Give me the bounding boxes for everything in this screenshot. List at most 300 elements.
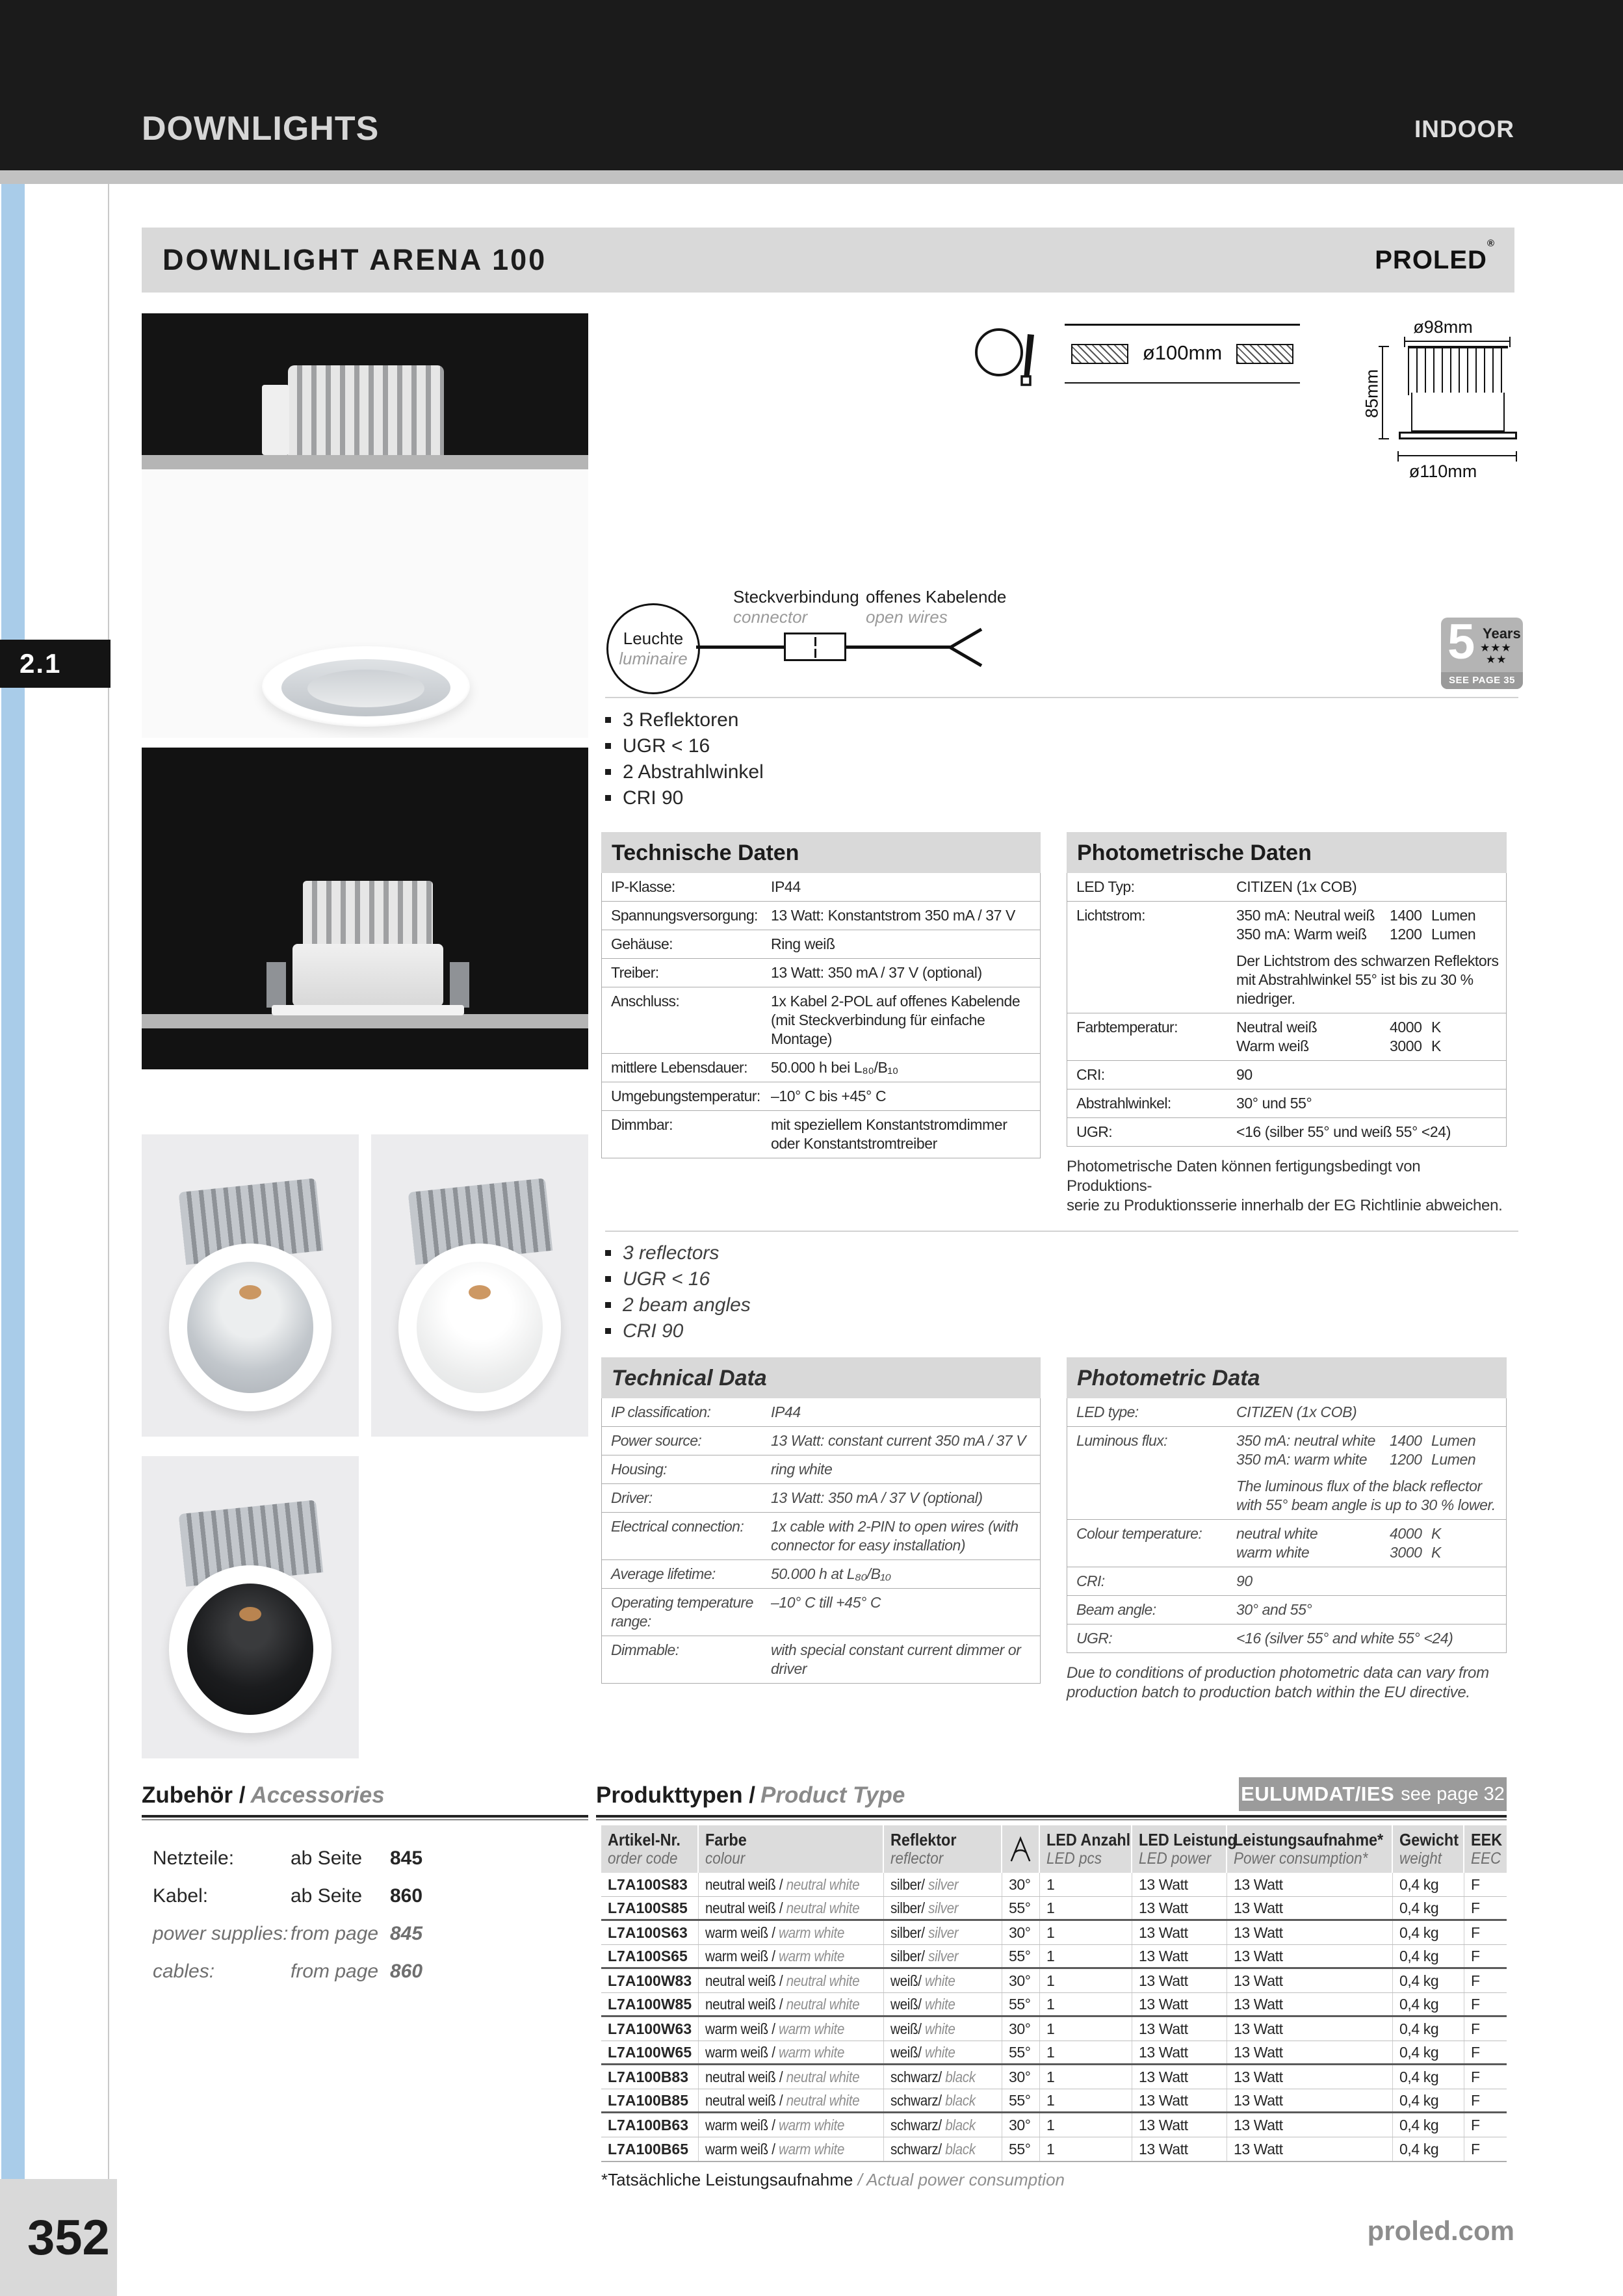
column-header [1393, 1825, 1464, 1873]
spec-value [1236, 1403, 1501, 1422]
column-header-en [1234, 1849, 1392, 1868]
spec-row [602, 1426, 1040, 1455]
eec-class: F [1471, 2043, 1480, 2061]
table-title: Photometrische Daten [1067, 832, 1507, 873]
accessories-row [153, 1923, 588, 1945]
column-header-de [1139, 1830, 1237, 1849]
spec-value [771, 1431, 1035, 1450]
divider [605, 1231, 1518, 1232]
feature-list-de [605, 710, 764, 814]
wire-segment [696, 646, 784, 649]
spec-value [771, 906, 1035, 925]
spec-value [771, 935, 1035, 954]
reflector-en: white [925, 1972, 955, 1989]
reflector-text [890, 1996, 955, 2013]
colour-text [705, 2141, 844, 2158]
feature-text: UGR < 16 [623, 1268, 710, 1290]
colour-cell [699, 2017, 884, 2041]
spec-value-text: ring white [771, 1461, 833, 1478]
feature-item [605, 1243, 751, 1263]
pair-name: warm white [1236, 1544, 1310, 1561]
warranty-see-page: SEE PAGE 35 [1441, 672, 1523, 689]
order-code: L7A100B63 [601, 2113, 699, 2137]
column-header-en-text: LED pcs [1046, 1849, 1102, 1868]
weight: 0,4 kg [1393, 1873, 1464, 1896]
colour-de: warm weiß / [705, 2020, 775, 2037]
reflector-cell [884, 2017, 1002, 2041]
reflector-en: white [925, 1995, 955, 2013]
power-consumption: 13 Watt [1227, 1945, 1393, 1967]
colour-cell [699, 2065, 884, 2089]
column-header-de-text: LED Leistung [1139, 1830, 1237, 1849]
order-code: L7A100B85 [601, 2089, 699, 2111]
reflector-text [890, 2044, 955, 2061]
page-number: 352 [27, 2210, 110, 2265]
spec-row [602, 1398, 1040, 1426]
heading-de: Produkttypen / [596, 1782, 756, 1808]
order-code: L7A100S85 [601, 1897, 699, 1919]
spec-row [1067, 1595, 1506, 1624]
spec-value-text: IP44 [771, 1403, 801, 1420]
led-power: 13 Watt [1132, 2065, 1227, 2089]
colour-cell [699, 2041, 884, 2063]
bullet-square [605, 795, 611, 801]
pair-unit: K [1431, 1544, 1441, 1561]
spec-row [602, 1110, 1040, 1158]
spec-row [602, 987, 1040, 1053]
dimension-height: 85mm [1362, 369, 1382, 419]
weight: 0,4 kg [1393, 1921, 1464, 1944]
spec-row [1067, 1117, 1506, 1146]
colour-text [705, 1948, 844, 1965]
table-footnote [1067, 1157, 1507, 1216]
colour-text [705, 1924, 844, 1942]
accessories-row [153, 1885, 588, 1907]
drawing-flange [1399, 432, 1517, 439]
led-pcs: 1 [1040, 2089, 1132, 2111]
colour-en: neutral white [786, 1995, 860, 2013]
led-pcs: 1 [1040, 1969, 1132, 1992]
colour-en: warm white [779, 2116, 845, 2133]
spec-value-text: 13 Watt: 350 mA / 37 V (optional) [771, 964, 982, 981]
spec-value [771, 1087, 1035, 1106]
eec-class: F [1471, 2020, 1480, 2037]
spec-value-pair [1236, 1018, 1501, 1037]
spec-label: Treiber: [611, 964, 659, 981]
brand-logo: PROLED® [1375, 238, 1495, 274]
led-chip [469, 1285, 491, 1299]
beam-angle: 55° [1002, 1993, 1040, 2015]
colour-text [705, 2092, 859, 2109]
colour-text [705, 1996, 859, 2013]
accessory-page-prefix: from page [291, 1961, 379, 1982]
column-header-en-text: colour [705, 1849, 746, 1868]
column-header-de-text: Reflektor [890, 1830, 957, 1849]
spec-label: Power source: [611, 1432, 702, 1449]
product-photo-black-reflector [142, 1456, 359, 1758]
order-code: L7A100S63 [601, 1921, 699, 1944]
spec-label: UGR: [1076, 1123, 1113, 1140]
beam-angle: 55° [1002, 1897, 1040, 1919]
warranty-badge [1441, 618, 1523, 689]
spec-value [1236, 1431, 1501, 1515]
colour-de: neutral weiß / [705, 1899, 783, 1916]
product-table-rows [601, 1873, 1507, 2162]
spec-value [1236, 1065, 1501, 1084]
spec-label: IP classification: [611, 1403, 711, 1420]
led-power: 13 Watt [1132, 1873, 1227, 1896]
spec-label: CRI: [1076, 1572, 1105, 1589]
pair-unit: Lumen [1431, 1432, 1476, 1449]
pair-unit: K [1431, 1037, 1441, 1054]
reflector-de: schwarz/ [890, 2091, 942, 2109]
led-power: 13 Watt [1132, 2041, 1227, 2063]
feature-item [605, 762, 764, 782]
column-header-de [608, 1830, 697, 1849]
accessory-page-number: 845 [390, 1847, 423, 1869]
spec-row [602, 1082, 1040, 1110]
eec-class: F [1471, 2116, 1480, 2133]
column-header-en [890, 1849, 1001, 1868]
column-header [1132, 1825, 1237, 1873]
pair-name: 350 mA: warm white [1236, 1451, 1368, 1468]
spec-value-text: 30° and 55° [1236, 1601, 1312, 1618]
reflector-text [890, 2141, 976, 2158]
spec-value-text: 1x Kabel 2-POL auf offenes Kabelende (mit Steckverbindung für einfache Montage) [771, 993, 1020, 1047]
colour-de: warm weiß / [705, 2140, 775, 2158]
eec-class: F [1471, 1924, 1480, 1941]
led-power: 13 Watt [1132, 1897, 1227, 1919]
spec-value-pair [1236, 906, 1501, 925]
colour-text [705, 1899, 859, 1917]
feature-item [605, 788, 764, 808]
spec-label: Colour temperature: [1076, 1525, 1202, 1542]
led-power: 13 Watt [1132, 1969, 1227, 1992]
column-header [699, 1825, 884, 1873]
power-consumption: 13 Watt [1227, 2137, 1393, 2161]
spec-value [771, 1517, 1035, 1555]
column-header-en [705, 1849, 883, 1868]
dimension-line-top [1404, 341, 1511, 342]
feature-item [605, 736, 764, 756]
feature-text: 2 Abstrahlwinkel [623, 761, 764, 783]
spec-label: UGR: [1076, 1630, 1113, 1647]
colour-text [705, 2044, 844, 2061]
reflector-en: silver [928, 1924, 959, 1941]
spec-value-text: 13 Watt: Konstantstrom 350 mA / 37 V [771, 907, 1015, 924]
heading-rule [142, 1815, 588, 1820]
colour-en: warm white [779, 1924, 845, 1941]
reflector-text [890, 1876, 958, 1894]
feature-item [605, 1321, 751, 1341]
product-photo-white-reflector [371, 1134, 588, 1437]
spec-note: Der Lichtstrom des schwarzen Reflektors mit Abstrahlwinkel 55° ist bis zu 30 % niedriger. [1236, 952, 1499, 1007]
weight: 0,4 kg [1393, 2065, 1464, 2089]
spec-label: Electrical connection: [611, 1518, 744, 1535]
spec-value [771, 1403, 1035, 1422]
led-pcs: 1 [1040, 2113, 1132, 2137]
order-code: L7A100S65 [601, 1945, 699, 1967]
reflector-cell [884, 1921, 1002, 1944]
colour-en: neutral white [786, 2068, 860, 2085]
eec-class: F [1471, 2068, 1480, 2085]
colour-text [705, 1972, 859, 1990]
feature-list-en [605, 1243, 751, 1347]
beam-angle: 30° [1002, 2113, 1040, 2137]
spec-row [1067, 1398, 1506, 1426]
reflector-cell [884, 1873, 1002, 1896]
led-power: 13 Watt [1132, 1921, 1227, 1944]
feature-text: CRI 90 [623, 1320, 684, 1342]
spec-value-pair [1236, 1450, 1501, 1469]
spec-value-text: 90 [1236, 1066, 1253, 1083]
spec-value [771, 1641, 1035, 1678]
colour-cell [699, 1873, 884, 1896]
white-reflector [417, 1262, 543, 1393]
column-header [601, 1825, 699, 1873]
spec-value-text: 13 Watt: constant current 350 mA / 37 V [771, 1432, 1026, 1449]
spec-label: LED Typ: [1076, 878, 1135, 895]
eec-class: F [1471, 1972, 1480, 1989]
pair-unit: Lumen [1431, 926, 1476, 943]
column-header-de-text: Artikel-Nr. [608, 1830, 681, 1849]
spec-value [771, 992, 1035, 1049]
spec-value-text: 50.000 h bei L₈₀/B₁₀ [771, 1059, 898, 1076]
pair-number: 3000 [1390, 1544, 1422, 1561]
category-label: INDOOR [1414, 116, 1514, 142]
reflector-de: silber/ [890, 1947, 925, 1964]
table-body [601, 1398, 1041, 1684]
colour-cell [699, 2113, 884, 2137]
header-divider-bar [0, 170, 1623, 184]
spec-value-text: –10° C till +45° C [771, 1594, 881, 1611]
led-pcs: 1 [1040, 1993, 1132, 2015]
accessories-heading [142, 1782, 385, 1808]
column-header [1002, 1825, 1040, 1873]
accessories-row [153, 1961, 588, 1983]
warranty-stars [1480, 642, 1512, 666]
dimension-top-diameter: ø98mm [1413, 317, 1473, 337]
warranty-years-label: Years [1483, 625, 1521, 642]
pair-number: 1200 [1390, 1451, 1422, 1468]
reflector-de: weiß/ [890, 2043, 922, 2061]
accessories-list [153, 1847, 588, 1998]
spec-label: Abstrahlwinkel: [1076, 1095, 1171, 1112]
spec-row [602, 901, 1040, 930]
colour-cell [699, 2137, 884, 2161]
power-consumption: 13 Watt [1227, 1873, 1393, 1896]
eec-class: F [1471, 2140, 1480, 2158]
colour-text [705, 2068, 859, 2086]
reflector-en: silver [928, 1875, 959, 1893]
spec-value-text: IP44 [771, 878, 801, 895]
spec-row [602, 873, 1040, 901]
spec-value-text: CITIZEN (1x COB) [1236, 1403, 1357, 1420]
power-consumption: 13 Watt [1227, 2065, 1393, 2089]
led-pcs: 1 [1040, 1873, 1132, 1896]
power-consumption: 13 Watt [1227, 1969, 1393, 1992]
order-code: L7A100W65 [601, 2041, 699, 2063]
colour-de: neutral weiß / [705, 2091, 783, 2109]
weight: 0,4 kg [1393, 2017, 1464, 2041]
feature-text: CRI 90 [623, 787, 684, 809]
pair-name: 350 mA: Warm weiß [1236, 926, 1367, 943]
column-header [1227, 1825, 1393, 1873]
order-code: L7A100W63 [601, 2017, 699, 2041]
spec-value [1236, 1018, 1501, 1056]
feature-item [605, 1269, 751, 1289]
reflector-en: black [945, 2116, 976, 2133]
column-header-en [1046, 1849, 1131, 1868]
feature-text: 3 reflectors [623, 1242, 720, 1264]
reflector-text [890, 2092, 976, 2109]
led-power: 13 Watt [1132, 1993, 1227, 2015]
website-link[interactable]: proled.com [1367, 2215, 1514, 2246]
spec-label: Gehäuse: [611, 935, 673, 952]
table-title: Technische Daten [601, 832, 1041, 873]
reflector-en: white [925, 2043, 955, 2061]
reflector-cell [884, 2041, 1002, 2063]
bullet-square [605, 1302, 611, 1308]
reflector-cell [884, 1945, 1002, 1967]
beam-angle: 30° [1002, 1873, 1040, 1896]
column-header-de [1471, 1830, 1507, 1849]
reflector-de: silber/ [890, 1875, 925, 1893]
reflector-en: black [945, 2140, 976, 2158]
product-title-bar [142, 228, 1514, 293]
wires-label-en: open wires [866, 607, 948, 627]
pair-name: Warm weiß [1236, 1037, 1309, 1054]
power-consumption: 13 Watt [1227, 2017, 1393, 2041]
pair-number: 1400 [1390, 907, 1422, 924]
led-pcs: 1 [1040, 2065, 1132, 2089]
wire-segment [846, 646, 950, 649]
page-header [0, 0, 1623, 170]
spec-value-text: <16 (silber 55° und weiß 55° <24) [1236, 1123, 1451, 1140]
reflector-text [890, 1948, 958, 1965]
reflector-de: weiß/ [890, 1995, 922, 2013]
cutout-tool-icon [972, 326, 1053, 391]
reflector-de: silber/ [890, 1899, 925, 1916]
accessory-page-number: 860 [390, 1961, 423, 1982]
spec-label: mittlere Lebensdauer: [611, 1059, 747, 1076]
column-header-en-text: Power consumption* [1234, 1849, 1368, 1868]
spec-value [1236, 878, 1501, 896]
spec-row [602, 1559, 1040, 1588]
eec-class: F [1471, 1899, 1480, 1916]
colour-en: neutral white [786, 1875, 860, 1893]
weight: 0,4 kg [1393, 1897, 1464, 1919]
beam-angle-icon [1008, 1835, 1033, 1864]
spec-value-text: 13 Watt: 350 mA / 37 V (optional) [771, 1489, 983, 1506]
chapter-tab: 2.1 [0, 640, 110, 688]
heading-rule [596, 1815, 1507, 1820]
table-title: Photometric Data [1067, 1357, 1507, 1398]
spec-label: Luminous flux: [1076, 1432, 1167, 1449]
column-header-de-text: Leistungsaufnahme* [1234, 1830, 1384, 1849]
column-header-de-text: Gewicht [1399, 1830, 1459, 1849]
colour-en: neutral white [786, 2091, 860, 2109]
product-row [601, 1897, 1507, 1921]
eec-class: F [1471, 1875, 1480, 1893]
weight: 0,4 kg [1393, 2041, 1464, 2063]
order-code: L7A100W83 [601, 1969, 699, 1992]
led-power: 13 Watt [1132, 2137, 1227, 2161]
led-power: 13 Watt [1132, 2113, 1227, 2137]
colour-cell [699, 1897, 884, 1919]
weight: 0,4 kg [1393, 1993, 1464, 2015]
connector-symbol [784, 633, 846, 661]
product-row [601, 2041, 1507, 2065]
heatsink-fins [288, 365, 444, 455]
reflector-de: schwarz/ [890, 2140, 942, 2158]
warranty-years-number: 5 [1448, 618, 1475, 670]
reflector-center [307, 670, 424, 707]
column-header-de [1234, 1830, 1392, 1849]
colour-cell [699, 1969, 884, 1992]
product-photo-side [142, 748, 588, 1069]
beam-angle: 30° [1002, 1921, 1040, 1944]
colour-de: neutral weiß / [705, 1875, 783, 1893]
pair-unit: K [1431, 1525, 1441, 1542]
column-header-en-text: weight [1399, 1849, 1442, 1868]
table-body [601, 873, 1041, 1158]
table-body [1067, 873, 1507, 1147]
spec-value-text: –10° C bis +45° C [771, 1088, 887, 1104]
spec-row [1067, 1519, 1506, 1567]
product-types-heading [596, 1782, 905, 1808]
led-pcs: 1 [1040, 1945, 1132, 1967]
feature-text: 2 beam angles [623, 1294, 751, 1316]
pair-name: 350 mA: neutral white [1236, 1432, 1376, 1449]
eulumdat-badge [1239, 1777, 1507, 1811]
technical-data-table-de [601, 832, 1041, 1158]
beam-angle: 55° [1002, 2041, 1040, 2063]
wires-label-de: offenes Kabelende [866, 587, 1007, 607]
pair-name: Neutral weiß [1236, 1019, 1318, 1036]
spec-label: Dimmbar: [611, 1116, 673, 1133]
cutout-dimension: ø100mm [1142, 341, 1223, 364]
reflector-cell [884, 1969, 1002, 1992]
reflector-text [890, 2068, 976, 2086]
colour-text [705, 1876, 859, 1894]
column-header [1040, 1825, 1132, 1873]
accessory-label: Kabel: [153, 1885, 209, 1907]
colour-de: neutral weiß / [705, 1972, 783, 1989]
bullet-square [605, 1328, 611, 1334]
reflector-de: schwarz/ [890, 2068, 942, 2085]
weight: 0,4 kg [1393, 1945, 1464, 1967]
beam-angle: 55° [1002, 2089, 1040, 2111]
spec-label: CRI: [1076, 1066, 1105, 1083]
eec-class: F [1471, 1947, 1480, 1964]
heading-de: Zubehör / [142, 1782, 246, 1808]
reflector-cell [884, 1897, 1002, 1919]
luminaire-label-de: Leuchte [623, 629, 684, 648]
pair-number: 4000 [1390, 1525, 1422, 1542]
footnote-line: Photometrische Daten können fertigungsbedingt von Produktions- [1067, 1158, 1421, 1195]
accessory-page-prefix: from page [291, 1923, 379, 1944]
colour-en: neutral white [786, 1972, 860, 1989]
weight: 0,4 kg [1393, 1969, 1464, 1992]
reflector-en: silver [928, 1899, 959, 1916]
led-power: 13 Watt [1132, 1945, 1227, 1967]
reflector-de: weiß/ [890, 2020, 922, 2037]
bullet-square [605, 743, 611, 749]
weight: 0,4 kg [1393, 2089, 1464, 2111]
photometric-data-table-en [1067, 1357, 1507, 1702]
side-accent-strip [1, 184, 25, 2179]
